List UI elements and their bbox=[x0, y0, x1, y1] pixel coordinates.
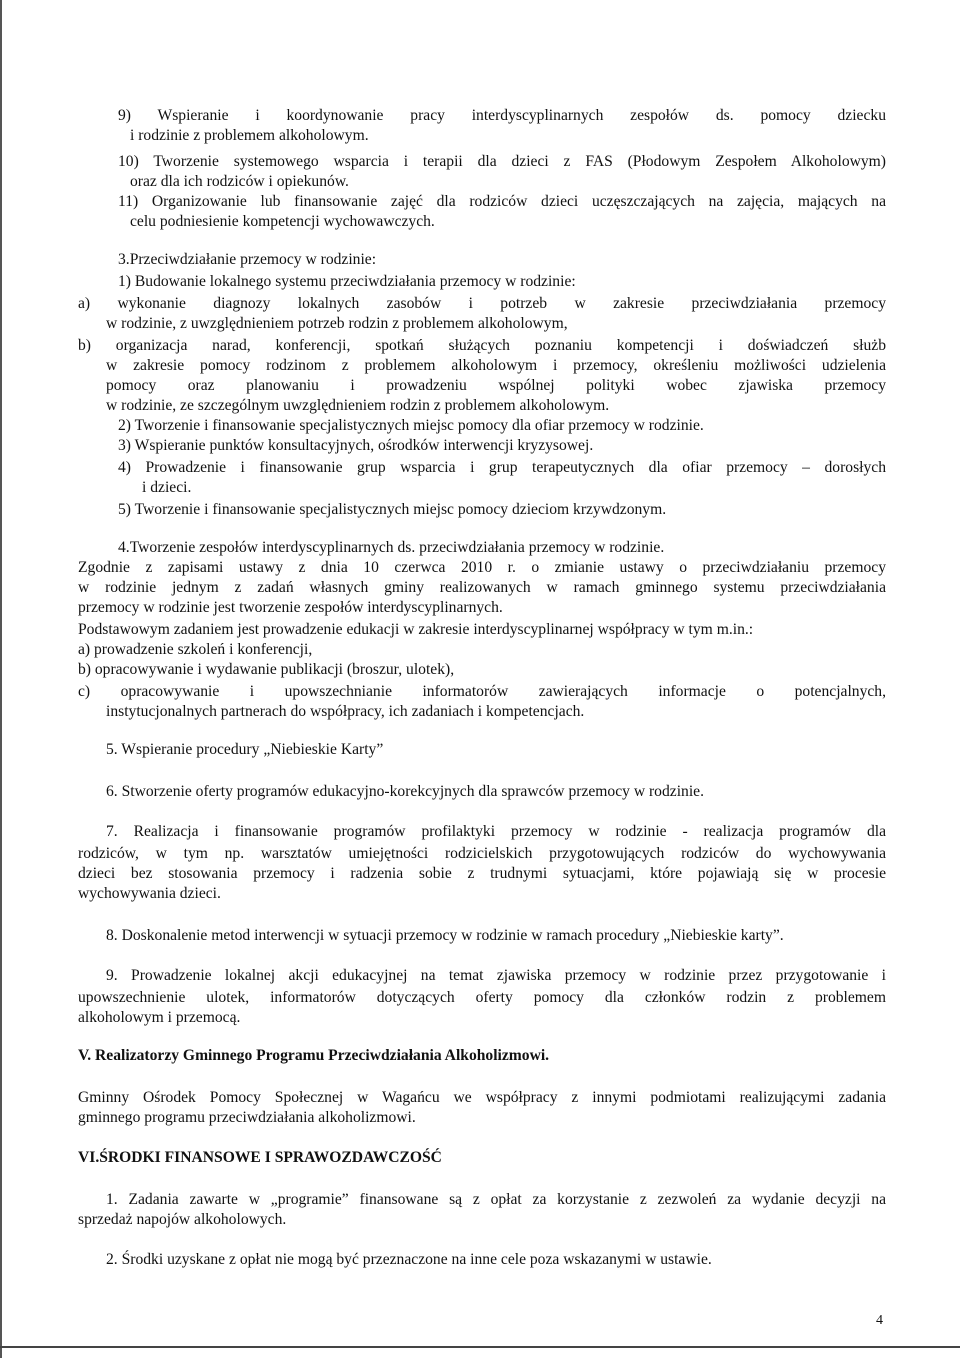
text-line: rodziców, w tym np. warsztatów umiejętności rodzicielskich przygotowujących rodziców do wychowywania bbox=[78, 845, 886, 862]
text-line: oraz dla ich rodziców i opiekunów. bbox=[130, 173, 349, 190]
text-line: 4) Prowadzenie i finansowanie grup wsparcia i grup terapeutycznych dla ofiar przemocy – dorosłych bbox=[118, 459, 886, 476]
text-line: b) organizacja narad, konferencji, spotkań służących poznaniu kompetencji i doświadczeń służb bbox=[78, 337, 886, 354]
text-line: i rodzinie z problemem alkoholowym. bbox=[130, 127, 369, 144]
text-line: 7. Realizacja i finansowanie programów profilaktyki przemocy w rodzinie - realizacja programów dla bbox=[106, 823, 886, 840]
scan-edge-left bbox=[0, 0, 2, 1358]
text-line: 9. Prowadzenie lokalnej akcji edukacyjnej na temat zjawiska przemocy w rodzinie przez przygotowanie i bbox=[106, 967, 886, 984]
text-line: instytucjonalnych partnerach do współpracy, ich zadaniach i kompetencjach. bbox=[106, 703, 585, 720]
text-line: dzieci bez stosowania przemocy i radzenia sobie z trudnymi sytuacjami, które pojawiają się w procesie bbox=[78, 865, 886, 882]
text-line: 1. Zadania zawarte w „programie” finansowane są z opłat za korzystanie z zezwoleń za wydanie decyzji na bbox=[106, 1191, 886, 1208]
text-line: celu podniesienie kompetencji wychowawczych. bbox=[130, 213, 435, 230]
text-line: b) opracowywanie i wydawanie publikacji (broszur, ulotek), bbox=[78, 661, 455, 678]
section-heading: VI.ŚRODKI FINANSOWE I SPRAWOZDAWCZOŚĆ bbox=[78, 1149, 442, 1166]
text-line: w zakresie pomocy rodzinom z problemem alkoholowym i przemocy, określeniu możliwości udzielenia bbox=[106, 357, 886, 374]
text-line: 10) Tworzenie systemowego wsparcia i terapii dla dzieci z FAS (Płodowym Zespołem Alkoholowym) bbox=[118, 153, 886, 170]
text-line: Podstawowym zadaniem jest prowadzenie edukacji w zakresie interdyscyplinarnej współpracy w tym m.in.: bbox=[78, 621, 754, 638]
text-line: a) prowadzenie szkoleń i konferencji, bbox=[78, 641, 313, 658]
text-line: a) wykonanie diagnozy lokalnych zasobów i potrzeb w zakresie przeciwdziałania przemocy bbox=[78, 295, 886, 312]
text-line: 6. Stworzenie oferty programów edukacyjno-korekcyjnych dla sprawców przemocy w rodzinie. bbox=[106, 783, 704, 800]
text-line: w rodzinie, z uwzględnieniem potrzeb rodzin z problemem alkoholowym, bbox=[106, 315, 568, 332]
text-line: Gminny Ośrodek Pomocy Społecznej w Wagańcu we współpracy z innymi podmiotami realizującymi zadania bbox=[78, 1089, 886, 1106]
text-line: 2. Środki uzyskane z opłat nie mogą być przeznaczone na inne cele poza wskazanymi w ustawie. bbox=[106, 1251, 712, 1268]
text-line: i dzieci. bbox=[142, 479, 192, 496]
text-line: wychowywania dzieci. bbox=[78, 885, 221, 902]
text-line: alkoholowym i przemocą. bbox=[78, 1009, 241, 1026]
text-line: 3) Wspieranie punktów konsultacyjnych, ośrodków interwencji kryzysowej. bbox=[118, 437, 594, 454]
section-heading: 3.Przeciwdziałanie przemocy w rodzinie: bbox=[118, 251, 377, 268]
text-line: Zgodnie z zapisami ustawy z dnia 10 czerwca 2010 r. o zmianie ustawy o przeciwdziałaniu przemocy bbox=[78, 559, 886, 576]
text-line: c) opracowywanie i upowszechnianie informatorów zawierających informacje o potencjalnych, bbox=[78, 683, 886, 700]
text-line: pomocy oraz planowaniu i prowadzeniu wspólnej polityki wobec zjawiska przemocy bbox=[106, 377, 886, 394]
section-heading: V. Realizatorzy Gminnego Programu Przeciwdziałania Alkoholizmowi. bbox=[78, 1047, 550, 1064]
text-line: przemocy w rodzinie jest tworzenie zespołów interdyscyplinarnych. bbox=[78, 599, 503, 616]
text-line: 1) Budowanie lokalnego systemu przeciwdziałania przemocy w rodzinie: bbox=[118, 273, 576, 290]
text-line: upowszechnienie ulotek, informatorów dotyczących oferty pomocy dla członków rodzin z problemem bbox=[78, 989, 886, 1006]
section-heading: 4.Tworzenie zespołów interdyscyplinarnych ds. przeciwdziałania przemocy w rodzinie. bbox=[118, 539, 665, 556]
text-line: 5) Tworzenie i finansowanie specjalistycznych miejsc pomocy dzieciom krzywdzonym. bbox=[118, 501, 667, 518]
text-line: 9) Wspieranie i koordynowanie pracy interdyscyplinarnych zespołów ds. pomocy dziecku bbox=[118, 107, 886, 124]
scan-edge-bottom bbox=[0, 1346, 960, 1348]
text-line: 11) Organizowanie lub finansowanie zajęć dla rodziców dzieci uczęszczających na zajęcia, mających na bbox=[118, 193, 886, 210]
text-line: 2) Tworzenie i finansowanie specjalistycznych miejsc pomocy dla ofiar przemocy w rodzinie. bbox=[118, 417, 704, 434]
text-line: 5. Wspieranie procedury „Niebieskie Karty” bbox=[106, 741, 384, 758]
text-line: 8. Doskonalenie metod interwencji w sytuacji przemocy w rodzinie w ramach procedury „Niebieskie karty”. bbox=[106, 927, 784, 944]
text-line: w rodzinie jednym z zadań własnych gminy realizowanych w ramach gminnego systemu przeciwdziałania bbox=[78, 579, 886, 596]
text-line: gminnego programu przeciwdziałania alkoholizmowi. bbox=[78, 1109, 416, 1126]
page-number: 4 bbox=[876, 1313, 883, 1328]
text-line: w rodzinie, ze szczególnym uwzględnieniem rodzin z problemem alkoholowym. bbox=[106, 397, 610, 414]
text-line: sprzedaż napojów alkoholowych. bbox=[78, 1211, 287, 1228]
